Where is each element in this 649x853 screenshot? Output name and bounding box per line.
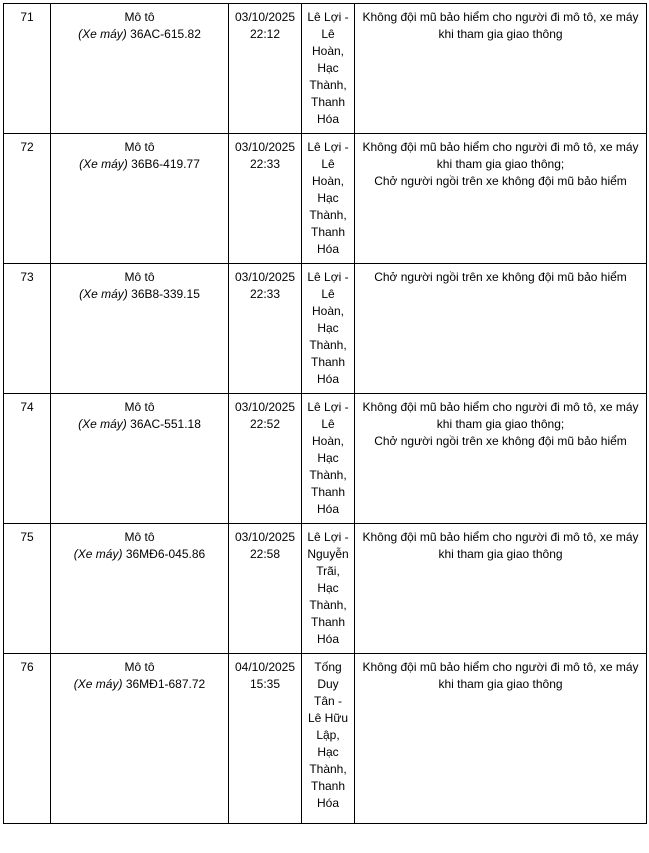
location-line: Thành, (309, 78, 347, 92)
location-line: Duy (317, 677, 339, 691)
violation-line: khi tham gia giao thông (438, 547, 563, 561)
location-cell (302, 4, 355, 134)
row-number-cell (4, 134, 51, 264)
location-line: Trãi, (316, 564, 340, 578)
violation-line: khi tham gia giao thông (438, 677, 563, 691)
violations-table-body (4, 4, 647, 824)
row-number-cell (4, 394, 51, 524)
violation-cell (355, 4, 647, 134)
location-line: Tân - (313, 694, 342, 708)
violation-time: 22:33 (249, 157, 281, 171)
table-row (4, 524, 647, 654)
location-line: Thành, (309, 762, 347, 776)
table-row (4, 4, 647, 134)
table-row (4, 394, 647, 524)
violation-line: Không đội mũ bảo hiểm cho người đi mô tô, xe máy (362, 530, 639, 544)
violation-date: 03/10/2025 (234, 270, 296, 284)
location-line: Hóa (316, 112, 339, 126)
location-line: Hoàn, (311, 304, 345, 318)
datetime-cell (229, 654, 302, 824)
table-row (4, 264, 647, 394)
violation-line: Không đội mũ bảo hiểm cho người đi mô tô, xe máy (362, 140, 639, 154)
violation-time: 22:58 (249, 547, 281, 561)
vehicle-subtype: (Xe máy) (73, 547, 123, 561)
location-line: Thanh (310, 95, 346, 109)
location-line: Lê Lợi - (307, 140, 349, 154)
location-line: Hóa (316, 502, 339, 516)
row-number: 72 (20, 140, 34, 154)
violation-date: 03/10/2025 (234, 530, 296, 544)
location-line: Hạc (317, 61, 339, 75)
vehicle-cell (51, 134, 229, 264)
location-line: Thanh (310, 225, 346, 239)
violation-date: 03/10/2025 (234, 140, 296, 154)
violation-cell (355, 654, 647, 824)
location-cell (302, 524, 355, 654)
license-plate: 36MĐ6-045.86 (125, 547, 206, 561)
location-cell (302, 654, 355, 824)
vehicle-type: Mô tô (124, 530, 155, 544)
location-line: Thành, (309, 468, 347, 482)
location-line: Lê (321, 157, 335, 171)
location-line: Lê (321, 287, 335, 301)
violation-cell (355, 264, 647, 394)
vehicle-cell (51, 654, 229, 824)
row-number: 71 (20, 10, 34, 24)
violation-line: Không đội mũ bảo hiểm cho người đi mô tô, xe máy (362, 660, 639, 674)
vehicle-plate-line (54, 286, 225, 303)
location-line: Thành, (309, 338, 347, 352)
violation-line: Chở người ngồi trên xe không đội mũ bảo hiểm (374, 270, 627, 284)
violation-line: Chở người ngồi trên xe không đội mũ bảo hiểm (374, 174, 627, 188)
location-line: Hoàn, (311, 174, 345, 188)
vehicle-type: Mô tô (124, 660, 155, 674)
location-line: Thanh (310, 485, 346, 499)
violation-line: Chở người ngồi trên xe không đội mũ bảo hiểm (374, 434, 627, 448)
location-line: Hoàn, (311, 44, 345, 58)
vehicle-cell (51, 264, 229, 394)
vehicle-cell (51, 4, 229, 134)
location-line: Lê (321, 417, 335, 431)
violation-date: 03/10/2025 (234, 400, 296, 414)
location-line: Thanh (310, 615, 346, 629)
license-plate: 36AC-615.82 (130, 27, 201, 41)
row-number-cell (4, 4, 51, 134)
violation-date: 04/10/2025 (234, 660, 296, 674)
location-line: Hạc (317, 451, 339, 465)
location-line: Hạc (317, 745, 339, 759)
location-line: Thành, (309, 208, 347, 222)
location-line: Hạc (317, 191, 339, 205)
violation-date: 03/10/2025 (234, 10, 296, 24)
location-line: Lê Lợi - (307, 10, 349, 24)
violation-line: khi tham gia giao thông; (436, 417, 565, 431)
location-cell (302, 134, 355, 264)
row-number-cell (4, 524, 51, 654)
vehicle-plate-line (54, 156, 225, 173)
violation-time: 15:35 (249, 677, 281, 691)
vehicle-subtype: (Xe máy) (79, 287, 128, 301)
row-number: 75 (20, 530, 34, 544)
table-row (4, 134, 647, 264)
violation-cell (355, 524, 647, 654)
vehicle-type: Mô tô (124, 10, 155, 24)
row-number-cell (4, 264, 51, 394)
violation-time: 22:12 (249, 27, 281, 41)
location-line: Lê Lợi - (307, 400, 349, 414)
vehicle-plate-line (54, 546, 225, 563)
location-cell (302, 394, 355, 524)
vehicle-cell (51, 394, 229, 524)
violations-table (3, 3, 647, 824)
vehicle-plate-line (54, 26, 225, 43)
location-line: Tống (314, 660, 342, 674)
location-line: Hóa (316, 632, 339, 646)
location-line: Hạc (317, 321, 339, 335)
row-number: 76 (20, 660, 34, 674)
location-line: Hóa (316, 242, 339, 256)
license-plate: 36B8-339.15 (131, 287, 200, 301)
vehicle-plate-line (54, 416, 225, 433)
location-line: Lê Hữu (307, 711, 349, 725)
location-line: Lê Lợi - (307, 270, 349, 284)
datetime-cell (229, 4, 302, 134)
datetime-cell (229, 524, 302, 654)
location-line: Thanh (310, 779, 346, 793)
row-number: 73 (20, 270, 34, 284)
vehicle-cell (51, 524, 229, 654)
vehicle-subtype: (Xe máy) (73, 677, 123, 691)
vehicle-subtype: (Xe máy) (78, 417, 127, 431)
vehicle-subtype: (Xe máy) (78, 27, 127, 41)
location-line: Hóa (316, 372, 339, 386)
location-cell (302, 264, 355, 394)
location-line: Hạc (317, 581, 339, 595)
vehicle-type: Mô tô (124, 270, 155, 284)
row-number: 74 (20, 400, 34, 414)
violation-time: 22:52 (249, 417, 281, 431)
violation-line: khi tham gia giao thông (438, 27, 563, 41)
license-plate: 36B6-419.77 (131, 157, 200, 171)
violation-line: Không đội mũ bảo hiểm cho người đi mô tô, xe máy (362, 10, 639, 24)
vehicle-type: Mô tô (124, 400, 155, 414)
license-plate: 36AC-551.18 (130, 417, 201, 431)
violation-cell (355, 394, 647, 524)
location-line: Hóa (316, 796, 339, 810)
license-plate: 36MĐ1-687.72 (125, 677, 206, 691)
location-line: Lập, (316, 728, 340, 742)
location-line: Hoàn, (311, 434, 345, 448)
datetime-cell (229, 134, 302, 264)
vehicle-plate-line (54, 676, 225, 693)
violation-time: 22:33 (249, 287, 281, 301)
vehicle-type: Mô tô (124, 140, 155, 154)
table-row (4, 654, 647, 824)
violation-cell (355, 134, 647, 264)
vehicle-subtype: (Xe máy) (79, 157, 128, 171)
location-line: Nguyễn (307, 547, 349, 561)
location-line: Thanh (310, 355, 346, 369)
violation-line: khi tham gia giao thông; (436, 157, 565, 171)
row-number-cell (4, 654, 51, 824)
location-line: Thành, (309, 598, 347, 612)
location-line: Lê (321, 27, 335, 41)
violation-line: Không đội mũ bảo hiểm cho người đi mô tô, xe máy (362, 400, 639, 414)
datetime-cell (229, 264, 302, 394)
datetime-cell (229, 394, 302, 524)
location-line: Lê Lợi - (307, 530, 349, 544)
